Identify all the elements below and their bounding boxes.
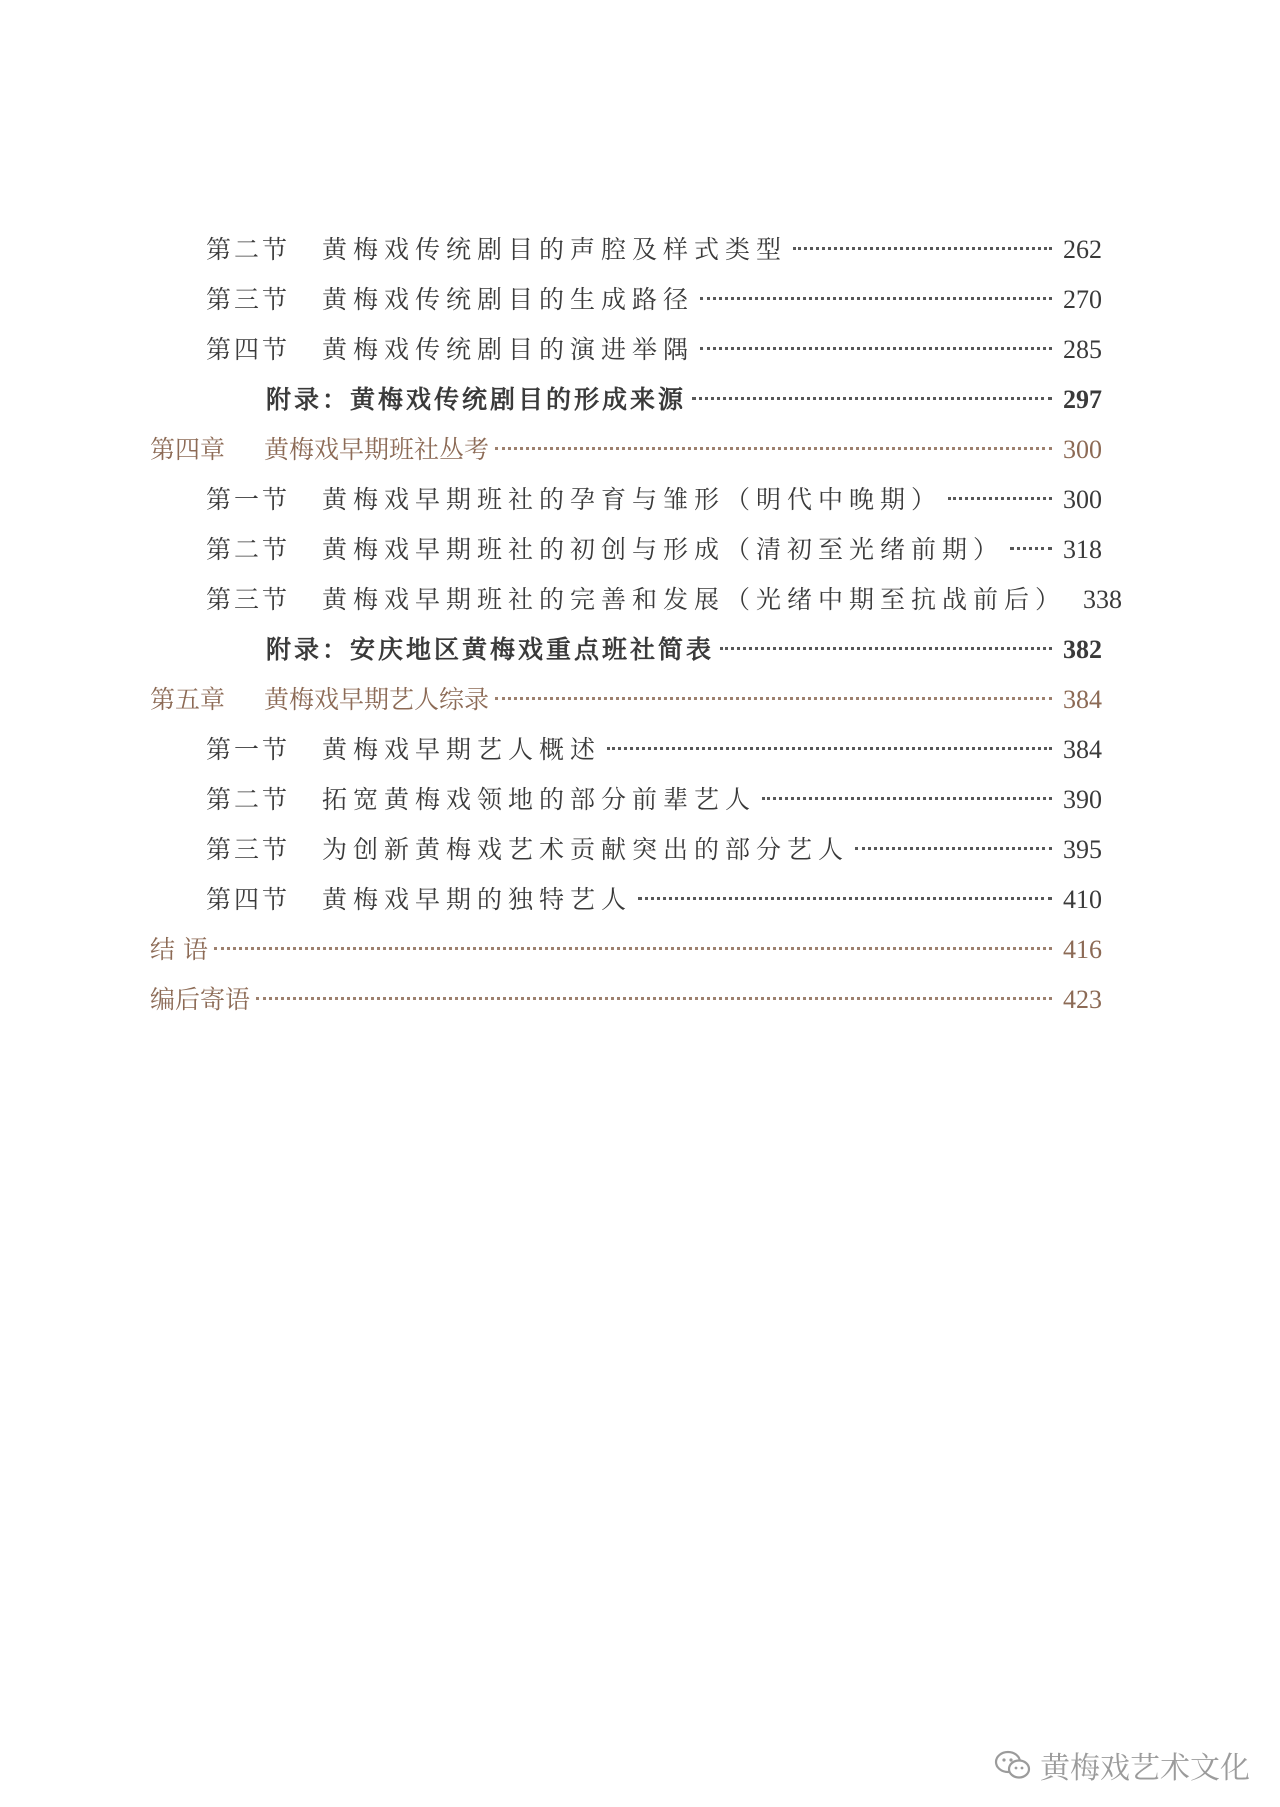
toc-entry-title: 附录：黄梅戏传统剧目的形成来源 <box>266 385 687 414</box>
toc-entry-page: 395 <box>1063 835 1102 864</box>
toc-dot-leader <box>700 347 1052 350</box>
toc-dot-leader <box>495 697 1052 700</box>
toc-entry-title: 黄梅戏传统剧目的演进举隅 <box>322 335 695 364</box>
toc-entry-title: 附录：安庆地区黄梅戏重点班社简表 <box>266 635 715 664</box>
toc-entry-page: 382 <box>1063 635 1102 664</box>
toc-entry-page: 384 <box>1063 735 1102 764</box>
toc-entry-title: 拓宽黄梅戏领地的部分前辈艺人 <box>322 785 757 814</box>
toc-entry-number: 第三节 <box>206 835 291 864</box>
toc-entry-page: 297 <box>1063 385 1102 414</box>
toc-entry-section <box>150 325 1102 375</box>
watermark <box>994 1743 1250 1787</box>
toc-entry-section <box>150 275 1102 325</box>
toc-entry-number: 第二节 <box>206 535 291 564</box>
toc-entry-section <box>150 575 1123 625</box>
toc-entry-chapter <box>150 675 1102 725</box>
toc-entry-title: 黄梅戏早期的独特艺人 <box>322 885 633 914</box>
toc-entry-title: 黄梅戏传统剧目的声腔及样式类型 <box>322 235 788 264</box>
toc-entry-title: 黄梅戏早期班社的初创与形成（清初至光绪前期） <box>322 535 1005 564</box>
toc-entry-page: 300 <box>1063 485 1102 514</box>
toc-entry-number: 第四章 <box>150 435 226 464</box>
toc-entry-appendix <box>150 375 1102 425</box>
toc-dot-leader <box>720 647 1052 650</box>
toc-entry-page: 384 <box>1063 685 1102 714</box>
toc-entry-number: 第四节 <box>206 885 291 914</box>
toc-entry-section <box>150 475 1102 525</box>
toc-dot-leader <box>256 997 1052 1000</box>
watermark-text: 黄梅戏艺术文化 <box>1040 1751 1250 1786</box>
toc-entry-number: 第三节 <box>206 585 291 614</box>
toc-dot-leader <box>855 847 1052 850</box>
toc-entry-appendix <box>150 625 1102 675</box>
toc-entry-page: 423 <box>1063 985 1102 1014</box>
toc-dot-leader <box>1010 547 1052 550</box>
toc-entry-page: 270 <box>1063 285 1102 314</box>
toc-entry-section <box>150 875 1102 925</box>
toc-entry-number: 第一节 <box>206 735 291 764</box>
toc-entry-page: 285 <box>1063 335 1102 364</box>
toc-dot-leader <box>948 497 1052 500</box>
toc-entry-title: 黄梅戏传统剧目的生成路径 <box>322 285 695 314</box>
toc-entry-title: 黄梅戏早期艺人概述 <box>322 735 602 764</box>
toc-entry-chapter <box>150 925 1102 975</box>
toc-dot-leader <box>692 397 1052 400</box>
toc-entry-number: 第三节 <box>206 285 291 314</box>
toc-entry-section <box>150 225 1102 275</box>
toc-entry-title: 黄梅戏早期班社的完善和发展（光绪中期至抗战前后） <box>322 585 1067 614</box>
toc-dot-leader <box>793 247 1052 250</box>
toc-entry-title: 编后寄语 <box>150 985 251 1014</box>
toc-entry-section <box>150 525 1102 575</box>
toc-entry-section <box>150 825 1102 875</box>
toc-entry-section <box>150 775 1102 825</box>
toc-dot-leader <box>762 797 1052 800</box>
toc-entry-number: 第二节 <box>206 785 291 814</box>
toc-entry-page: 410 <box>1063 885 1102 914</box>
toc-entry-chapter <box>150 975 1102 1025</box>
toc-dot-leader <box>700 297 1052 300</box>
toc-entry-title: 黄梅戏早期班社丛考 <box>264 435 490 464</box>
toc-entry-number: 第一节 <box>206 485 291 514</box>
toc-entry-page: 338 <box>1083 585 1123 614</box>
toc-entry-section <box>150 725 1102 775</box>
toc-entry-page: 416 <box>1063 935 1102 964</box>
toc-entry-title: 结 语 <box>150 935 208 964</box>
toc-dot-leader <box>214 947 1052 950</box>
toc-entry-page: 300 <box>1063 435 1102 464</box>
wechat-icon <box>994 1749 1032 1781</box>
toc-entry-title: 黄梅戏早期班社的孕育与雏形（明代中晚期） <box>322 485 943 514</box>
toc-dot-leader <box>607 747 1052 750</box>
toc-entry-title: 黄梅戏早期艺人综录 <box>264 685 490 714</box>
toc-entry-number: 第二节 <box>206 235 291 264</box>
toc-entry-title: 为创新黄梅戏艺术贡献突出的部分艺人 <box>322 835 850 864</box>
toc-entry-number: 第四节 <box>206 335 291 364</box>
toc-entry-page: 390 <box>1063 785 1102 814</box>
toc-entry-number: 第五章 <box>150 685 226 714</box>
toc-dot-leader <box>495 447 1052 450</box>
table-of-contents <box>150 225 1123 1025</box>
toc-entry-page: 262 <box>1063 235 1102 264</box>
toc-dot-leader <box>638 897 1052 900</box>
toc-entry-chapter <box>150 425 1102 475</box>
toc-entry-page: 318 <box>1063 535 1102 564</box>
